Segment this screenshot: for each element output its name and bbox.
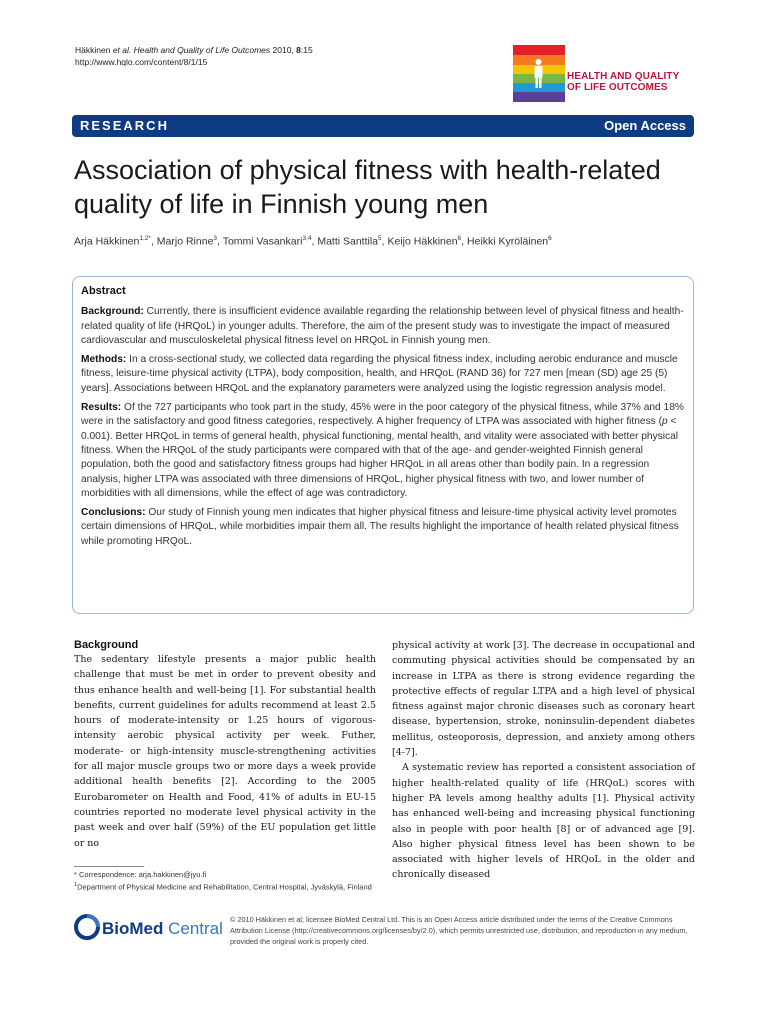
abstract-results-text-a: Of the 727 participants who took part in the study, 45% were in the poor category of the physical fitness, while 37% and 18% were in the satisfactory and good fitness categories, respectively. A higher frequency of LTPA was associated with higher fitness (: [81, 402, 684, 428]
section-label: RESEARCH: [80, 118, 169, 133]
author-name: Keijo Häkkinen: [387, 235, 458, 248]
abstract-heading: Abstract: [81, 285, 126, 297]
author-affiliation: 3,4: [302, 235, 312, 242]
abstract-conclusions-label: Conclusions:: [81, 507, 146, 519]
rainbow-person-icon: [513, 45, 565, 103]
correspondence-note: * Correspondence: arja.hakkinen@jyu.fi: [74, 870, 207, 879]
abstract-methods-label: Methods:: [81, 354, 127, 366]
body-column-left: [74, 638, 376, 851]
abstract-results: [81, 401, 686, 501]
article-url[interactable]: http://www.hqlo.com/content/8/1/15: [75, 57, 208, 67]
abstract-conclusions: [81, 506, 686, 549]
citation-year: 2010,: [270, 45, 297, 55]
body-column-right: [392, 638, 695, 883]
journal-logo: [513, 45, 693, 105]
affiliation-number: 1: [74, 882, 78, 888]
author-name: Tommi Vasankari: [222, 235, 303, 248]
biomed-central-circle-icon: [74, 914, 100, 940]
citation-volume: 8: [296, 45, 301, 55]
body-paragraph-left: The sedentary lifestyle presents a major public health challenge that must be met in order to prevent obesity and thus enhance health and well-being [1]. For substantial health benefits, current guidelines for adults recommend at least 2.5 hours of moderate-intensity or 1.25 hours of vigorous-intensity aerobic physical activity per week. Futher, moderate- or high-intensity muscle-strengthening activities for all major muscle groups two or more days a week provide additional health benefits [2]. According to the 2005 Eurobarometer on Health and Food, 41% of adults in EU-15 countries reported no moderate level physical activity in the past week and over half (59%) of the EU population get little or no: [74, 654, 376, 849]
author-affiliation: 6: [548, 235, 552, 242]
abstract-background-text: Currently, there is insufficient evidence available regarding the relationship between level of physical fitness and health-related quality of life (HRQoL) in younger adults. Therefore, the aim of the present study was to investigate the impact of measured cardiovascular and musculoskeletal physical fitness level on HRQoL in Finnish young men.: [81, 306, 684, 346]
journal-logo-line2: OF LIFE OUTCOMES: [567, 82, 668, 93]
abstract-methods: [81, 353, 686, 396]
biomed-central-logo: [74, 912, 224, 950]
section-banner: [72, 115, 694, 137]
article-title: Association of physical fitness with health-related quality of life in Finnish young men: [74, 155, 661, 219]
citation-line: [75, 44, 313, 56]
author-affiliation: 1,2*: [139, 235, 151, 242]
author-affiliation: 6: [457, 235, 462, 242]
citation-pages: :15: [300, 45, 313, 55]
body-paragraph-right-2: A systematic review has reported a consistent association of higher health-related quality of life (HRQoL) scores with higher PA levels among healthy adults [1]. Physical activity has enhanced well-being and increasing physical functioning also in people with poor health [8] or of advanced age [9]. Also higher physical fitness level has been shown to be associated with higher levels of HRQoL in the older and chronically diseased: [392, 762, 695, 881]
author-name: Heikki Kyröläinen: [467, 235, 549, 248]
author-affiliation: 3: [213, 235, 218, 242]
abstract-results-label: Results:: [81, 402, 122, 414]
abstract-conclusions-text: Our study of Finnish young men indicates that higher physical fitness and leisure-time physical activity level promotes certain dimensions of HRQoL, while morbidities impair them all. The results highlight the importance of health related physical fitness while promoting HRQoL.: [81, 507, 679, 547]
body-paragraph-right-1: physical activity at work [3]. The decrease in occupational and commuting physical activities should be compensated by an increase in LTPA as there is strong evidence regarding the protective effects of regular LTPA and a high level of physical fitness against major chronic diseases such as coronary heart disease, hypertension, stroke, noninsulin-dependent diabetes mellitus, osteoporosis, depression, and anxiety among others [4-7].: [392, 640, 695, 759]
abstract-box: [72, 276, 694, 614]
citation-header: [75, 44, 313, 68]
open-access-label: Open Access: [604, 118, 686, 133]
footnotes: [74, 869, 374, 893]
affiliation-note: [74, 880, 374, 893]
biomed-word: BioMed: [102, 919, 164, 938]
journal-logo-line1: HEALTH AND QUALITY: [567, 71, 680, 82]
author-name: Matti Santtila: [317, 235, 379, 248]
abstract-background: [81, 305, 686, 348]
affiliation-text: Department of Physical Medicine and Rehabilitation, Central Hospital, Jyväskylä, Finland: [77, 882, 372, 892]
footnote-rule: [74, 866, 144, 867]
author-name: Arja Häkkinen: [74, 235, 140, 248]
central-word: Central: [163, 919, 223, 938]
biomed-central-wordmark: [102, 919, 223, 939]
background-heading: Background: [74, 639, 139, 651]
author-affiliation: 5: [378, 235, 382, 242]
license-notice: © 2010 Häkkinen et al; licensee BioMed Central Ltd. This is an Open Access article distributed under the terms of the Creative Commons Attribution License (http://creativecommons.org/licenses/by/2.0), which permits unrestricted use, distribution, and reproduction in any medium, provided the original work is properly cited.: [230, 915, 688, 946]
abstract-results-p: p: [662, 416, 668, 428]
citation-journal: et al. Health and Quality of Life Outcomes: [112, 45, 271, 55]
author-name: Marjo Rinne: [156, 235, 214, 248]
abstract-background-label: Background:: [81, 306, 144, 318]
author-list: Arja Häkkinen$^{1,2*}$, Marjo Rinne$^3$, Tommi Vasankari$^{3,4}$, Matti Santtila$^5$, Keijo Häkkinen$^6$, Heikki Kyröläinen$^6$: [74, 235, 552, 248]
citation-authors: Häkkinen: [75, 45, 113, 55]
abstract-results-text-b: < 0.001). Better HRQoL in terms of general health, physical functioning, mental health, and vitality were associated with better physical fitness. When the HRQoL of the study participants were compared with that of the age- and gender-weighted Finnish general population, both the good and satisfactory fitness groups had higher HRQoL in all areas other than bodily pain. In a regression analysis, higher LTPA was associated with three dimensions of HRQoL, higher physical fitness with two, and lower number of morbidities with all dimensions, while the effect of age was contradictory.: [81, 416, 679, 499]
journal-logo-text: [567, 71, 679, 93]
abstract-methods-text: In a cross-sectional study, we collected data regarding the physical fitness index, including aerobic endurance and muscle fitness, leisure-time physical activity (LTPA), body composition, health, and HRQoL (RAND 36) for 727 men [mean (SD) age 25 (5) years]. Associations between HRQoL and the explanatory parameters were analyzed using the logistic regression analysis model.: [81, 354, 678, 394]
